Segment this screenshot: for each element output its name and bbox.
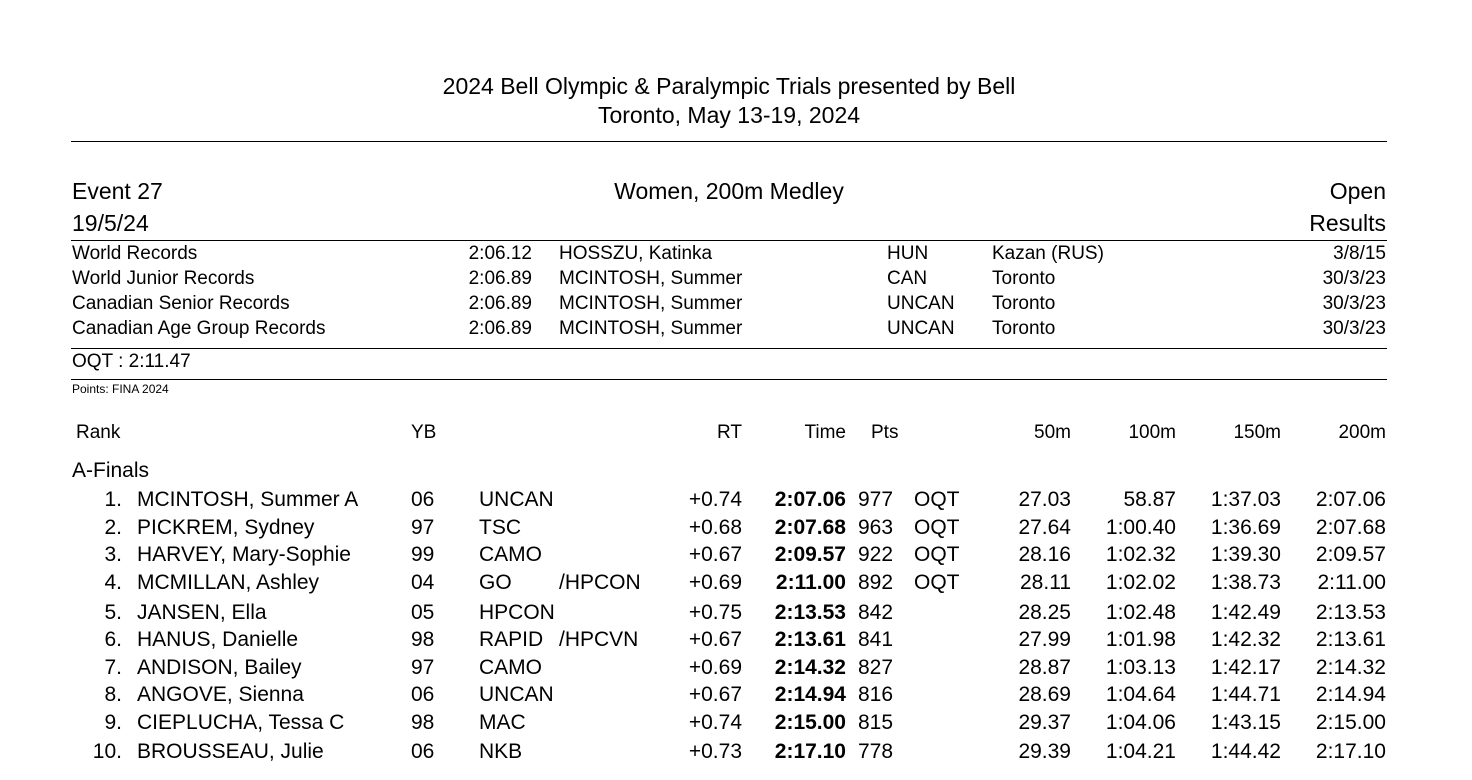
result-split-200m: 2:09.57 — [1315, 543, 1386, 566]
result-time: 2:11.00 — [775, 571, 846, 594]
record-type: World Junior Records — [72, 268, 255, 289]
result-points: 816 — [858, 683, 894, 706]
record-date: 30/3/23 — [1322, 268, 1386, 289]
result-split-100m: 1:03.13 — [1105, 656, 1176, 679]
result-split-50m: 29.39 — [1018, 740, 1071, 763]
result-points: 977 — [858, 488, 894, 511]
result-yb: 97 — [411, 516, 435, 539]
record-place: Toronto — [992, 318, 1056, 339]
result-rt: +0.69 — [688, 656, 742, 679]
record-nation: HUN — [887, 243, 929, 264]
record-place: Toronto — [992, 293, 1056, 314]
result-points: 963 — [858, 516, 894, 539]
result-split-200m: 2:14.94 — [1315, 683, 1386, 706]
result-split-50m: 28.25 — [1018, 601, 1071, 624]
result-points: 922 — [858, 543, 894, 566]
title-line-2: Toronto, May 13-19, 2024 — [597, 102, 861, 128]
result-split-50m: 27.03 — [1018, 488, 1071, 511]
result-club: MAC — [479, 711, 526, 734]
result-split-200m: 2:15.00 — [1315, 711, 1386, 734]
result-split-150m: 1:42.32 — [1210, 628, 1281, 651]
result-time: 2:07.68 — [774, 516, 846, 539]
result-points: 827 — [858, 656, 894, 679]
result-split-100m: 1:01.98 — [1105, 628, 1176, 651]
record-holder: HOSSZU, Katinka — [559, 243, 713, 264]
result-row — [0, 656, 1472, 684]
result-club: GO — [479, 571, 512, 594]
result-split-150m: 1:44.42 — [1210, 740, 1281, 763]
result-split-200m: 2:14.32 — [1315, 656, 1386, 679]
result-name: CIEPLUCHA, Tessa C — [137, 711, 345, 734]
result-club: UNCAN — [479, 683, 554, 706]
record-time: 2:06.89 — [468, 318, 532, 339]
result-split-50m: 28.11 — [1020, 571, 1071, 594]
result-split-150m: 1:37.03 — [1210, 488, 1281, 511]
oqt-standard: OQT : 2:11.47 — [72, 351, 191, 372]
col-header-rank: Rank — [76, 422, 121, 443]
record-nation: CAN — [887, 268, 928, 289]
result-club: CAMO — [479, 543, 542, 566]
result-yb: 99 — [411, 543, 435, 566]
result-rank: 2. — [104, 516, 122, 539]
col-header-yb: YB — [411, 422, 437, 443]
result-row — [0, 683, 1472, 711]
result-rank: 6. — [104, 628, 122, 651]
records-divider — [71, 348, 1387, 349]
result-split-150m: 1:42.17 — [1210, 656, 1281, 679]
result-split-50m: 27.99 — [1018, 628, 1071, 651]
result-points: 842 — [858, 601, 894, 624]
result-rank: 3. — [104, 543, 122, 566]
event-date: 19/5/24 — [72, 210, 149, 236]
result-time: 2:14.32 — [774, 656, 846, 679]
result-split-150m: 1:43.15 — [1210, 711, 1281, 734]
result-split-100m: 1:04.21 — [1105, 740, 1176, 763]
result-name: HANUS, Danielle — [137, 628, 299, 651]
result-row — [0, 516, 1472, 544]
result-time: 2:07.06 — [774, 488, 846, 511]
result-yb: 97 — [411, 656, 435, 679]
header-divider — [71, 141, 1387, 142]
result-row — [0, 488, 1472, 516]
result-points: 892 — [858, 571, 894, 594]
result-rt: +0.67 — [688, 683, 742, 706]
result-time: 2:13.61 — [774, 628, 846, 651]
result-rt: +0.67 — [688, 628, 742, 651]
result-rt: +0.74 — [688, 488, 742, 511]
result-row — [0, 711, 1472, 739]
record-place: Toronto — [992, 268, 1056, 289]
result-split-150m: 1:44.71 — [1210, 683, 1281, 706]
result-rank: 8. — [104, 683, 122, 706]
record-type: Canadian Senior Records — [72, 293, 290, 314]
result-club-secondary: /HPCVN — [559, 628, 639, 651]
result-yb: 98 — [411, 711, 435, 734]
result-name: MCINTOSH, Summer A — [137, 488, 359, 511]
result-split-100m: 58.87 — [1123, 488, 1176, 511]
result-split-100m: 1:02.02 — [1105, 571, 1176, 594]
result-row — [0, 740, 1472, 768]
result-row — [0, 571, 1472, 599]
result-split-100m: 1:00.40 — [1105, 516, 1176, 539]
result-rt: +0.75 — [688, 601, 742, 624]
result-club: HPCON — [479, 601, 555, 624]
result-time: 2:17.10 — [774, 740, 846, 763]
col-header-pts: Pts — [871, 422, 899, 443]
result-yb: 98 — [411, 628, 435, 651]
result-rt: +0.69 — [688, 571, 742, 594]
result-rt: +0.67 — [688, 543, 742, 566]
result-name: PICKREM, Sydney — [137, 516, 315, 539]
result-club: CAMO — [479, 656, 542, 679]
result-name: BROUSSEAU, Julie — [137, 740, 324, 763]
result-rank: 7. — [104, 656, 122, 679]
result-split-200m: 2:07.68 — [1315, 516, 1386, 539]
result-club: RAPID — [479, 628, 544, 651]
record-type: Canadian Age Group Records — [72, 318, 326, 339]
points-note: Points: FINA 2024 — [72, 382, 169, 396]
result-row — [0, 543, 1472, 571]
result-split-150m: 1:39.30 — [1210, 543, 1281, 566]
result-split-100m: 1:02.32 — [1105, 543, 1176, 566]
result-time: 2:09.57 — [774, 543, 846, 566]
result-yb: 06 — [411, 740, 435, 763]
result-name: ANDISON, Bailey — [137, 656, 302, 679]
record-time: 2:06.12 — [468, 243, 532, 264]
result-points: 815 — [858, 711, 894, 734]
result-rank: 1. — [104, 488, 122, 511]
result-qualifier: OQT — [914, 488, 960, 511]
result-rank: 9. — [104, 711, 122, 734]
result-row — [0, 628, 1472, 656]
record-nation: UNCAN — [887, 318, 955, 339]
section-heading: A-Finals — [72, 459, 150, 482]
record-holder: MCINTOSH, Summer — [559, 293, 743, 314]
result-split-150m: 1:42.49 — [1210, 601, 1281, 624]
result-split-100m: 1:04.64 — [1105, 683, 1176, 706]
col-header-rt: RT — [717, 422, 742, 443]
result-qualifier: OQT — [914, 571, 960, 594]
result-yb: 04 — [411, 571, 435, 594]
result-club: NKB — [479, 740, 523, 763]
result-club: TSC — [479, 516, 521, 539]
event-category: Open — [1329, 178, 1386, 204]
result-rt: +0.68 — [688, 516, 742, 539]
title-line-1: 2024 Bell Olympic & Paralympic Trials presented by Bell — [442, 73, 1016, 99]
result-qualifier: OQT — [914, 516, 960, 539]
col-header-time: Time — [804, 422, 846, 443]
result-yb: 06 — [411, 488, 435, 511]
result-split-200m: 2:13.61 — [1315, 628, 1386, 651]
col-header-100m: 100m — [1128, 422, 1176, 443]
result-yb: 05 — [411, 601, 435, 624]
record-nation: UNCAN — [887, 293, 955, 314]
result-split-200m: 2:13.53 — [1315, 601, 1386, 624]
result-split-50m: 29.37 — [1018, 711, 1071, 734]
result-yb: 06 — [411, 683, 435, 706]
result-split-150m: 1:38.73 — [1210, 571, 1281, 594]
col-header-200m: 200m — [1338, 422, 1386, 443]
result-qualifier: OQT — [914, 543, 960, 566]
result-time: 2:15.00 — [774, 711, 846, 734]
record-holder: MCINTOSH, Summer — [559, 268, 743, 289]
result-time: 2:13.53 — [774, 601, 846, 624]
result-rank: 4. — [104, 571, 122, 594]
record-holder: MCINTOSH, Summer — [559, 318, 743, 339]
record-place: Kazan (RUS) — [992, 243, 1104, 264]
record-type: World Records — [72, 243, 198, 264]
result-row — [0, 601, 1472, 629]
result-time: 2:14.94 — [774, 683, 846, 706]
record-time: 2:06.89 — [468, 268, 532, 289]
result-rank: 10. — [92, 740, 122, 763]
result-name: JANSEN, Ella — [137, 601, 267, 624]
record-date: 30/3/23 — [1322, 293, 1386, 314]
event-divider — [71, 240, 1387, 241]
result-rank: 5. — [104, 601, 122, 624]
result-split-50m: 28.16 — [1018, 543, 1071, 566]
result-points: 841 — [858, 628, 894, 651]
result-name: MCMILLAN, Ashley — [137, 571, 320, 594]
result-name: HARVEY, Mary-Sophie — [137, 543, 351, 566]
event-number: Event 27 — [72, 178, 163, 204]
result-split-200m: 2:07.06 — [1315, 488, 1386, 511]
record-time: 2:06.89 — [468, 293, 532, 314]
result-rt: +0.74 — [688, 711, 742, 734]
result-split-150m: 1:36.69 — [1210, 516, 1281, 539]
result-name: ANGOVE, Sienna — [137, 683, 304, 706]
oqt-divider — [71, 379, 1387, 380]
result-split-200m: 2:11.00 — [1317, 571, 1386, 594]
page-title — [0, 72, 1458, 130]
result-club-secondary: /HPCON — [559, 571, 641, 594]
result-split-200m: 2:17.10 — [1315, 740, 1386, 763]
event-name: Women, 200m Medley — [614, 178, 844, 204]
event-status: Results — [1309, 210, 1386, 236]
result-split-100m: 1:02.48 — [1105, 601, 1176, 624]
result-split-50m: 28.87 — [1018, 656, 1071, 679]
col-header-50m: 50m — [1034, 422, 1071, 443]
record-date: 3/8/15 — [1333, 243, 1386, 264]
result-split-50m: 28.69 — [1018, 683, 1071, 706]
result-split-50m: 27.64 — [1018, 516, 1071, 539]
result-split-100m: 1:04.06 — [1105, 711, 1176, 734]
result-club: UNCAN — [479, 488, 554, 511]
result-rt: +0.73 — [688, 740, 742, 763]
col-header-150m: 150m — [1233, 422, 1281, 443]
record-date: 30/3/23 — [1322, 318, 1386, 339]
result-points: 778 — [858, 740, 894, 763]
